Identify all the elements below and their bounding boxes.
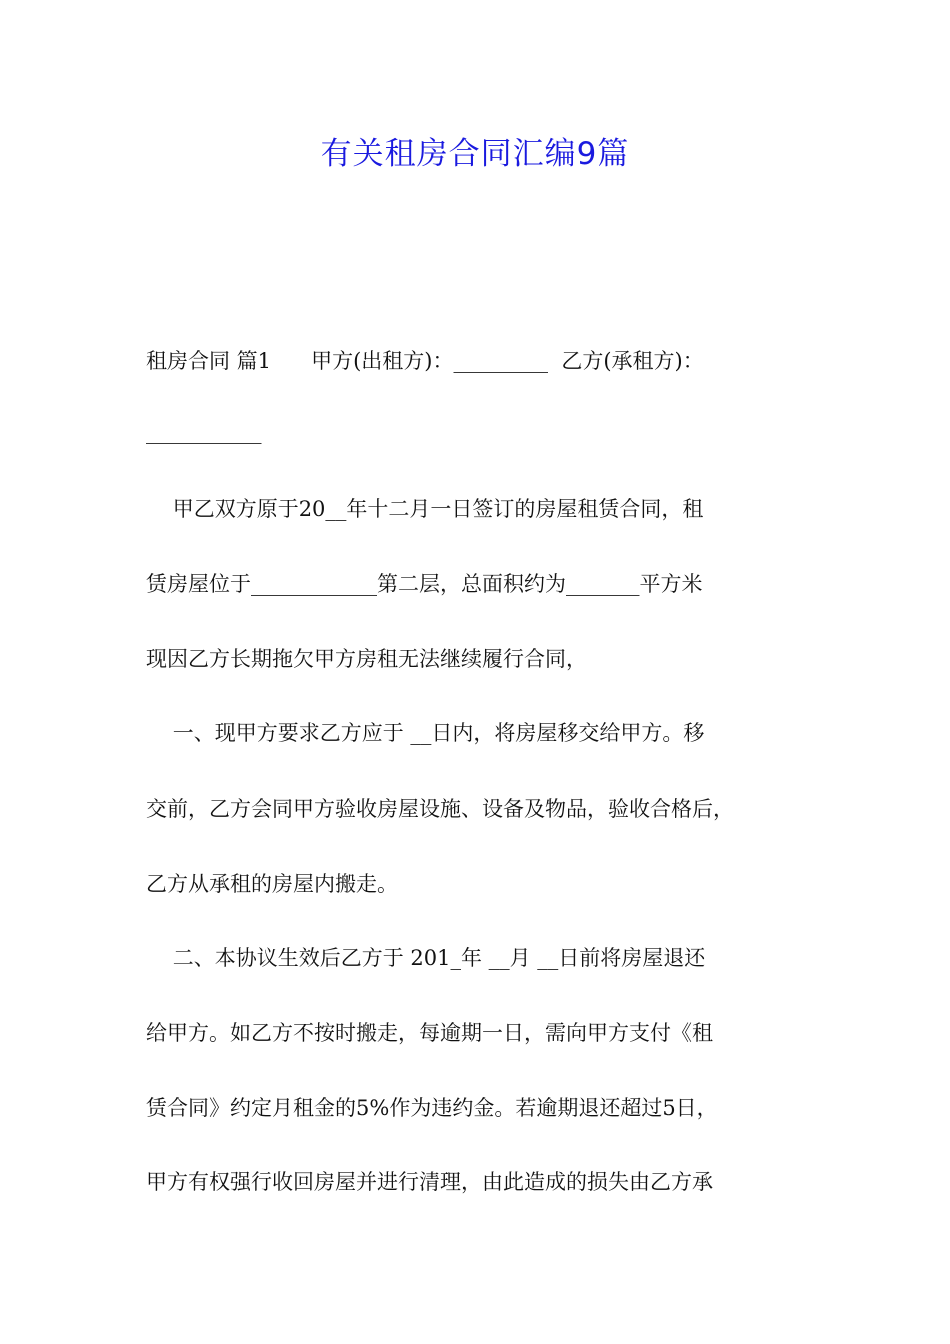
body-line-6: 一、现甲方要求乙方应于 __日内，将房屋移交给甲方。移 [146,721,705,745]
body-line-1: 租房合同 篇1 甲方(出租方)：_________ 乙方(承租方)： [146,349,704,373]
body-line-2: ___________ [146,420,262,444]
body-line-11: 赁合同》约定月租金的5%作为违约金。若逾期退还超过5日， [146,1096,718,1120]
body-line-7: 交前，乙方会同甲方验收房屋设施、设备及物品，验收合格后， [146,797,734,821]
document-title: 有关租房合同汇编9篇 [320,136,630,172]
body-line-3: 甲乙双方原于20__年十二月一日签订的房屋租赁合同，租 [146,497,704,521]
body-line-8: 乙方从承租的房屋内搬走。 [146,872,398,896]
body-line-4: 赁房屋位于____________第二层，总面积约为_______平方米 [146,572,703,596]
body-line-5: 现因乙方长期拖欠甲方房租无法继续履行合同， [146,647,587,671]
body-line-12: 甲方有权强行收回房屋并进行清理，由此造成的损失由乙方承 [146,1170,713,1194]
body-line-9: 二、本协议生效后乙方于 201_年 __月 __日前将房屋退还 [146,946,706,970]
body-line-10: 给甲方。如乙方不按时搬走，每逾期一日，需向甲方支付《租 [146,1021,713,1045]
